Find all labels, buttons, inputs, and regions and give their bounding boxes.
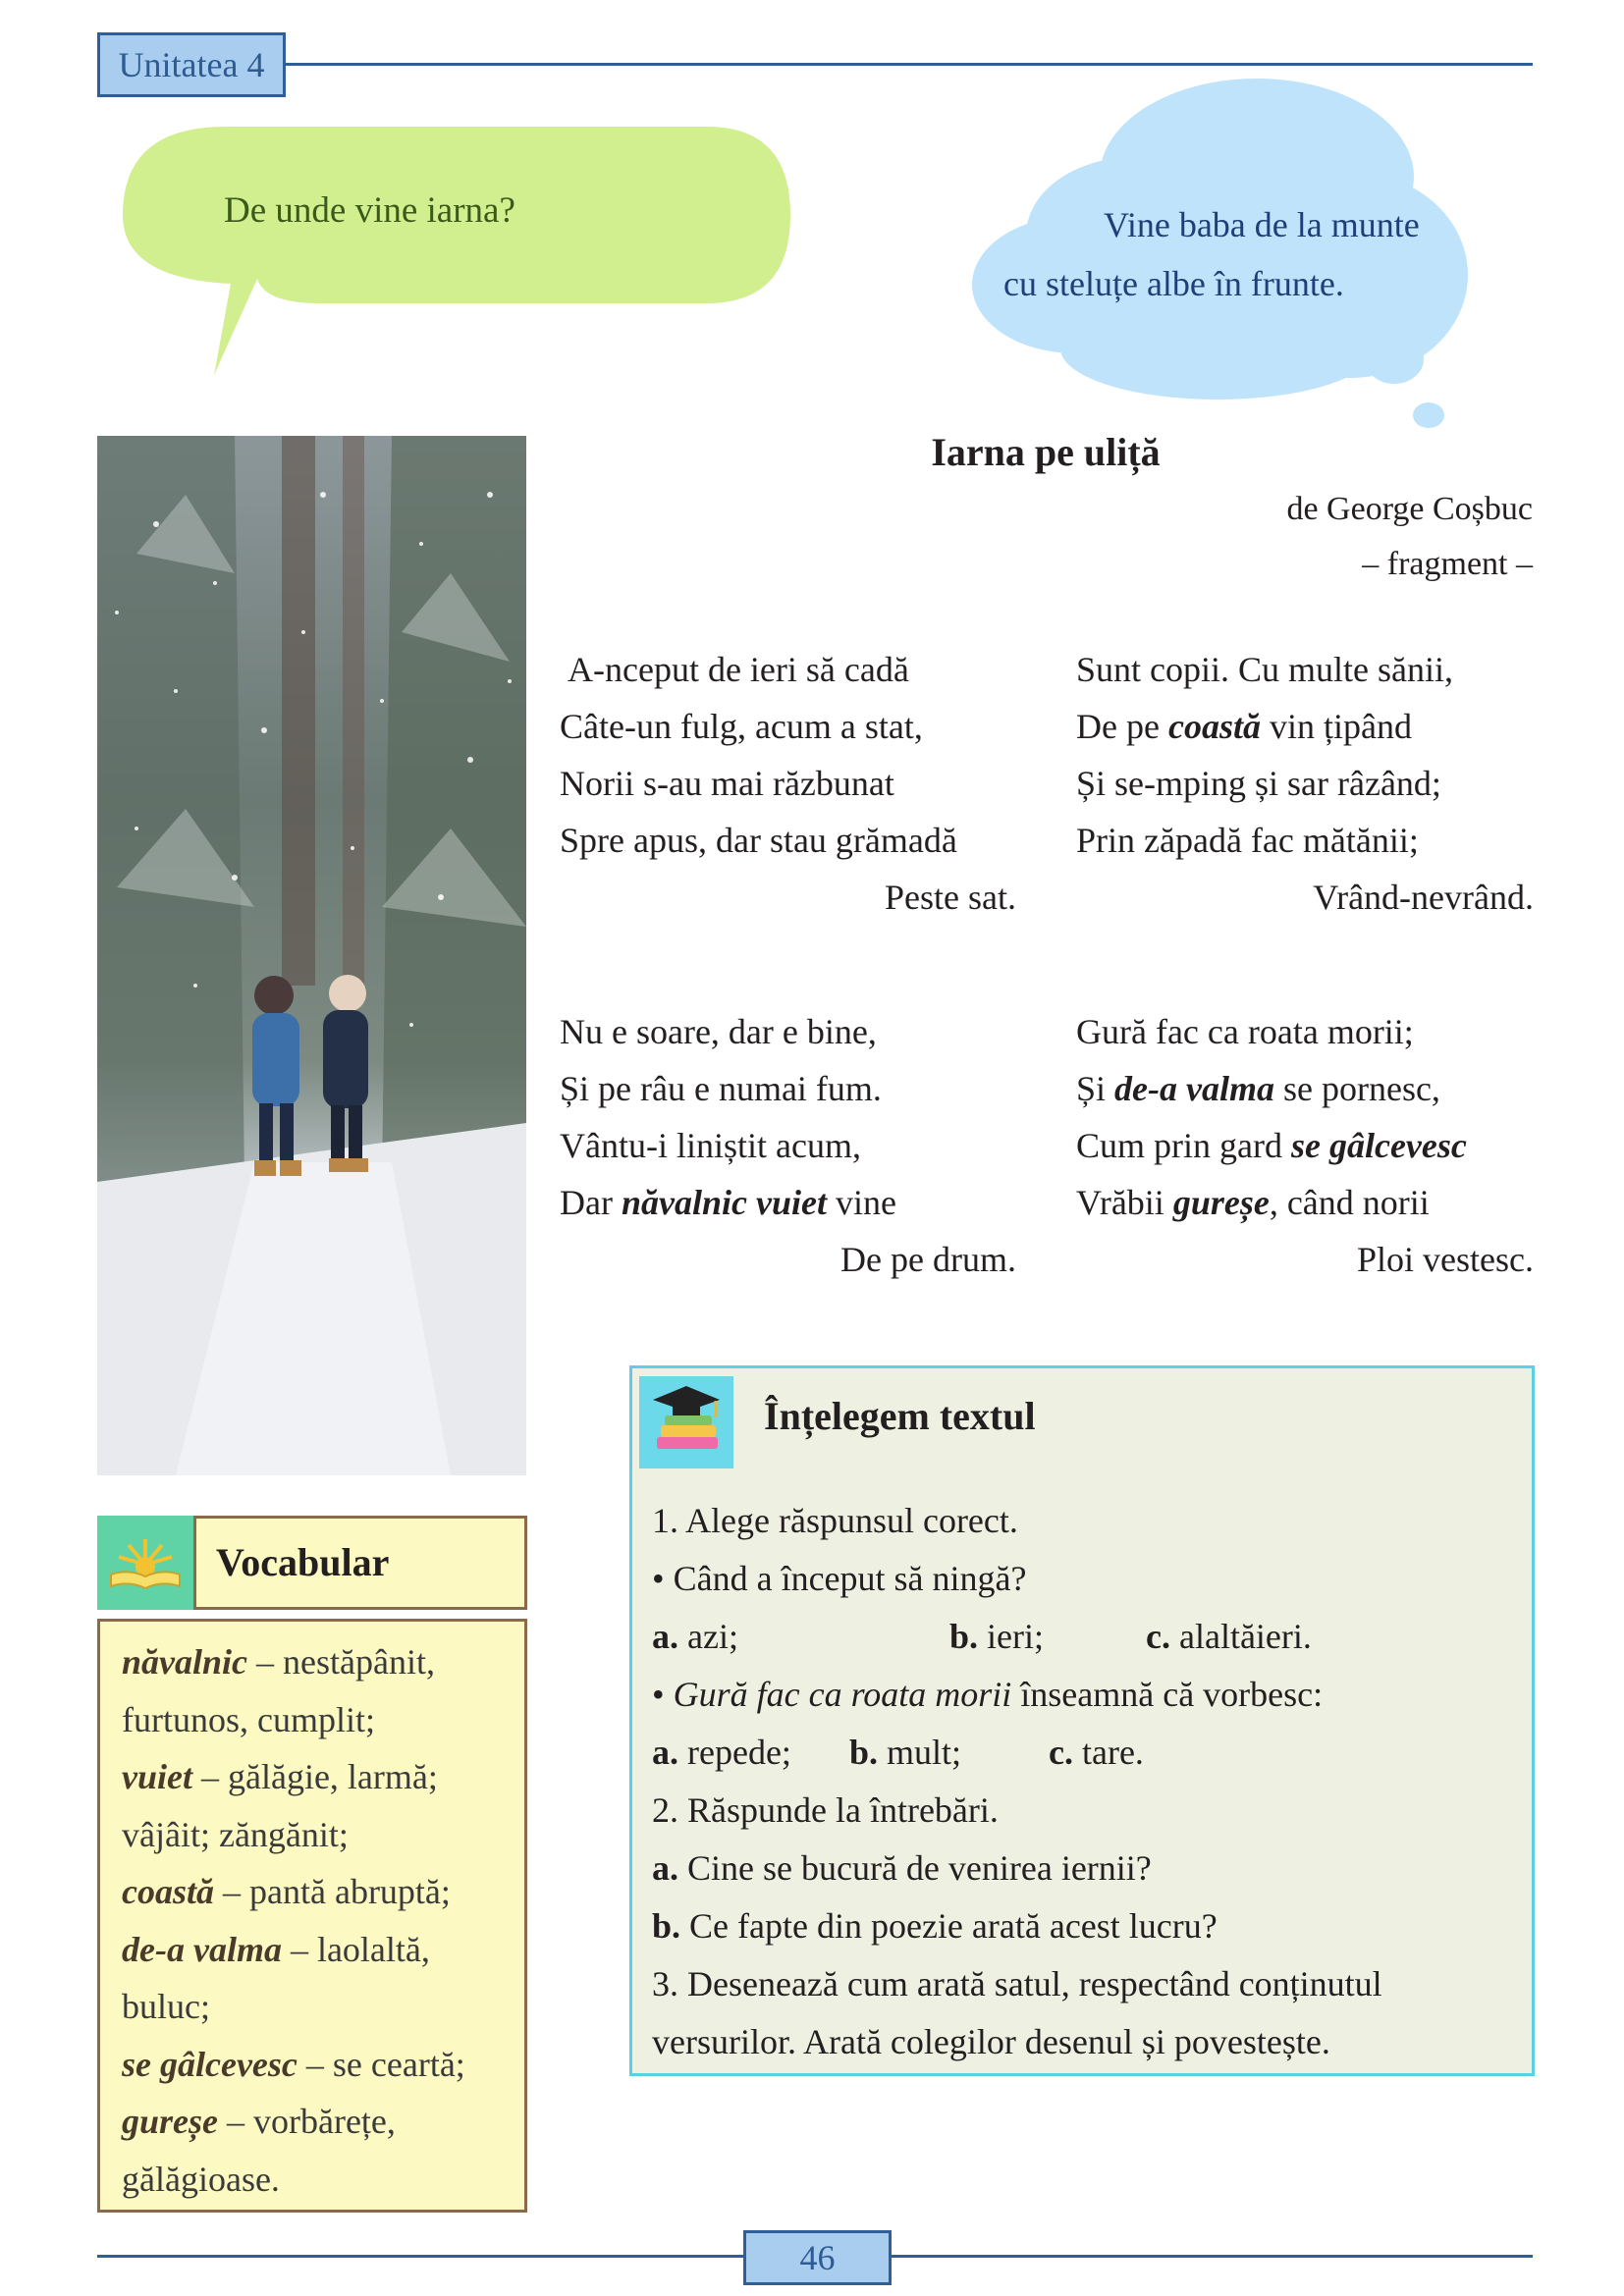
open-book-sun-icon xyxy=(97,1516,193,1610)
vocab-entry-continuation: buluc; xyxy=(122,1987,210,2026)
vocab-entry: gureșe – vorbărețe, xyxy=(122,2102,396,2141)
verse-line: Peste sat. xyxy=(885,878,1016,917)
vocabulary-list xyxy=(97,1619,527,2213)
option-a: a. azi; xyxy=(652,1617,738,1656)
poem-author: de George Coșbuc xyxy=(1286,491,1533,527)
verse-line: Norii s-au mai răzbunat xyxy=(560,764,894,803)
answer-line-2: cu steluțe albe în frunte. xyxy=(1003,264,1344,303)
exercise-1a-options xyxy=(652,1608,1526,1666)
option-c: c. tare. xyxy=(1049,1733,1144,1772)
stanza-3 xyxy=(560,1003,1016,1288)
verse-line: Gură fac ca roata morii; xyxy=(1076,1012,1414,1051)
children-in-snowy-forest-photo xyxy=(97,436,526,1475)
option-a: a. repede; xyxy=(652,1733,791,1772)
exercise-1-prompt: 1. Alege răspunsul corect. xyxy=(652,1501,1018,1540)
verse-line: Ploi vestesc. xyxy=(1357,1240,1534,1279)
poem-title: Iarna pe uliță xyxy=(931,430,1161,474)
answer-line-1: Vine baba de la munte xyxy=(1104,205,1420,244)
verse-line: Și se-mping și sar râzând; xyxy=(1076,764,1441,803)
verse-line: Vrăbii gureșe, când norii xyxy=(1076,1183,1430,1222)
stanza-2 xyxy=(1076,641,1534,926)
vocab-entry: coastă – pantă abruptă; xyxy=(122,1872,451,1911)
vocab-word-highlight: năvalnic vuiet xyxy=(621,1183,827,1222)
vocab-entry: năvalnic – nestăpânit, xyxy=(122,1642,435,1682)
verse-line: Și pe râu e numai fum. xyxy=(560,1069,882,1108)
exercise-1b-question: • Gură fac ca roata morii înseamnă că vorbesc: xyxy=(652,1675,1324,1714)
poem-fragment-note: – fragment – xyxy=(1362,546,1533,582)
vocab-entry: se gâlcevesc – se ceartă; xyxy=(122,2044,465,2084)
question-text: De unde vine iarna? xyxy=(224,190,515,231)
verse-line: Vântu-i liniștit acum, xyxy=(560,1126,861,1165)
vocabulary-title: Vocabular xyxy=(193,1516,527,1610)
verse-line: De pe drum. xyxy=(840,1240,1016,1279)
exercise-2a-question: a. Cine se bucură de venirea iernii? xyxy=(652,1848,1152,1888)
verse-line: Sunt copii. Cu multe sănii, xyxy=(1076,650,1453,689)
verse-line: Câte-un fulg, acum a stat, xyxy=(560,707,923,746)
verse-line: Dar năvalnic vuiet vine xyxy=(560,1183,896,1222)
verse-line: De pe coastă vin țipând xyxy=(1076,707,1412,746)
footer-rule-right xyxy=(892,2255,1533,2258)
exercise-1a-question: • Când a început să ningă? xyxy=(652,1559,1027,1598)
option-b: b. ieri; xyxy=(949,1617,1045,1656)
verse-line: A-nceput de ieri să cadă xyxy=(568,650,909,689)
verse-line: Spre apus, dar stau grămadă xyxy=(560,821,957,860)
stanza-1 xyxy=(560,641,1016,926)
vocab-entry: vuiet – gălăgie, larmă; xyxy=(122,1757,438,1796)
page-number: 46 xyxy=(743,2230,892,2285)
graduation-cap-books-icon xyxy=(639,1376,733,1468)
verse-line: Și de-a valma se pornesc, xyxy=(1076,1069,1440,1108)
footer-rule-left xyxy=(97,2255,743,2258)
understanding-title: Înțelegem textul xyxy=(764,1394,1036,1438)
answer-thought-cloud xyxy=(967,64,1478,437)
exercise-2-prompt: 2. Răspunde la întrebări. xyxy=(652,1790,999,1830)
exercise-3-line-1: 3. Desenează cum arată satul, respectând conținutul xyxy=(652,1964,1382,2003)
verse-line: Vrând-nevrând. xyxy=(1313,878,1534,917)
question-speech-bubble xyxy=(118,122,805,387)
unit-label: Unitatea 4 xyxy=(97,32,286,97)
vocab-entry-continuation: furtunos, cumplit; xyxy=(122,1699,375,1739)
verse-line: Nu e soare, dar e bine, xyxy=(560,1012,877,1051)
exercise-1b-options xyxy=(652,1724,1526,1782)
option-b: b. mult; xyxy=(849,1733,962,1772)
verse-line: Cum prin gard se gâlcevesc xyxy=(1076,1126,1467,1165)
vocab-word-highlight: se gâlcevesc xyxy=(1290,1126,1467,1165)
stanza-4 xyxy=(1076,1003,1534,1288)
exercise-3-line-2: versurilor. Arată colegilor desenul și povestește. xyxy=(652,2022,1330,2061)
vocab-entry-continuation: gălăgioase. xyxy=(122,2159,280,2199)
vocab-word-highlight: gureșe xyxy=(1172,1183,1270,1222)
exercise-list xyxy=(652,1492,1526,2071)
exercise-2b-question: b. Ce fapte din poezie arată acest lucru? xyxy=(652,1906,1218,1946)
option-c: c. alaltăieri. xyxy=(1146,1617,1312,1656)
verse-line: Prin zăpadă fac mătănii; xyxy=(1076,821,1419,860)
vocab-entry: de-a valma – laolaltă, xyxy=(122,1929,430,1969)
vocab-word-highlight: de-a valma xyxy=(1114,1069,1274,1108)
vocab-word-highlight: coastă xyxy=(1167,707,1261,746)
vocab-entry-continuation: vâjâit; zăngănit; xyxy=(122,1814,349,1854)
